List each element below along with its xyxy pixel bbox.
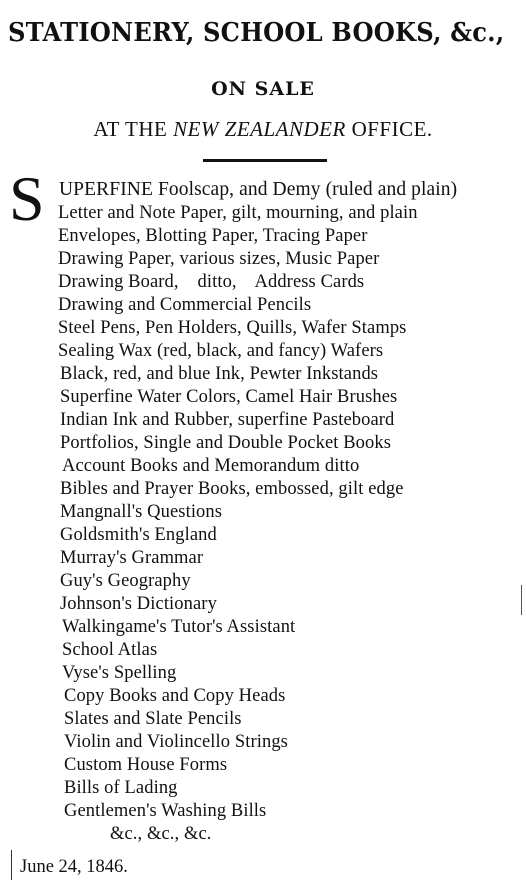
- publication-date: June 24, 1846.: [20, 857, 128, 877]
- list-item: Walkingame's Tutor's Assistant: [62, 617, 296, 637]
- list-item: Letter and Note Paper, gilt, mourning, and plain: [58, 203, 418, 223]
- list-item: Sealing Wax (red, black, and fancy) Wafers: [58, 341, 384, 361]
- office-line-newspaper-name: NEW ZEALANDER: [173, 117, 346, 141]
- headline: STATIONERY, SCHOOL BOOKS, &c.,: [8, 18, 505, 48]
- list-item: Account Books and Memorandum ditto: [62, 456, 360, 476]
- list-item: Envelopes, Blotting Paper, Tracing Paper: [58, 226, 368, 246]
- list-item: Copy Books and Copy Heads: [64, 686, 286, 706]
- list-item: Drawing and Commercial Pencils: [58, 295, 312, 315]
- list-item: Superfine Water Colors, Camel Hair Brushes: [60, 387, 398, 407]
- list-item: Bills of Lading: [64, 778, 178, 798]
- list-item: Bibles and Prayer Books, embossed, gilt edge: [60, 479, 404, 499]
- list-item: Drawing Board, ditto, Address Cards: [58, 272, 365, 292]
- list-item: Mangnall's Questions: [60, 502, 223, 522]
- list-item: Slates and Slate Pencils: [64, 709, 242, 729]
- list-item: Goldsmith's England: [60, 525, 217, 545]
- list-item: Custom House Forms: [64, 755, 228, 775]
- list-item: Drawing Paper, various sizes, Music Paper: [58, 249, 380, 269]
- list-item: UPERFINE Foolscap, and Demy (ruled and plain): [59, 179, 458, 200]
- column-rule-right: [521, 585, 522, 615]
- list-item: Indian Ink and Rubber, superfine Pasteboard: [60, 410, 395, 430]
- list-item: School Atlas: [62, 640, 158, 660]
- list-item: Portfolios, Single and Double Pocket Books: [60, 433, 392, 453]
- list-item: Steel Pens, Pen Holders, Quills, Wafer Stamps: [58, 318, 407, 338]
- list-item: Guy's Geography: [60, 571, 191, 591]
- list-item: Vyse's Spelling: [62, 663, 177, 683]
- office-line-prefix: AT THE: [93, 117, 174, 141]
- list-item: Violin and Violincello Strings: [64, 732, 288, 752]
- list-item: Johnson's Dictionary: [60, 594, 217, 614]
- subheading-on-sale: ON SALE: [211, 78, 315, 100]
- list-item: Black, red, and blue Ink, Pewter Inkstands: [60, 364, 379, 384]
- list-item: &c., &c., &c.: [110, 824, 212, 844]
- list-item: Gentlemen's Washing Bills: [64, 801, 267, 821]
- list-item: Murray's Grammar: [60, 548, 204, 568]
- drop-cap-letter: S: [9, 163, 45, 234]
- office-line-suffix: OFFICE.: [345, 117, 433, 141]
- column-rule-left: [11, 850, 12, 880]
